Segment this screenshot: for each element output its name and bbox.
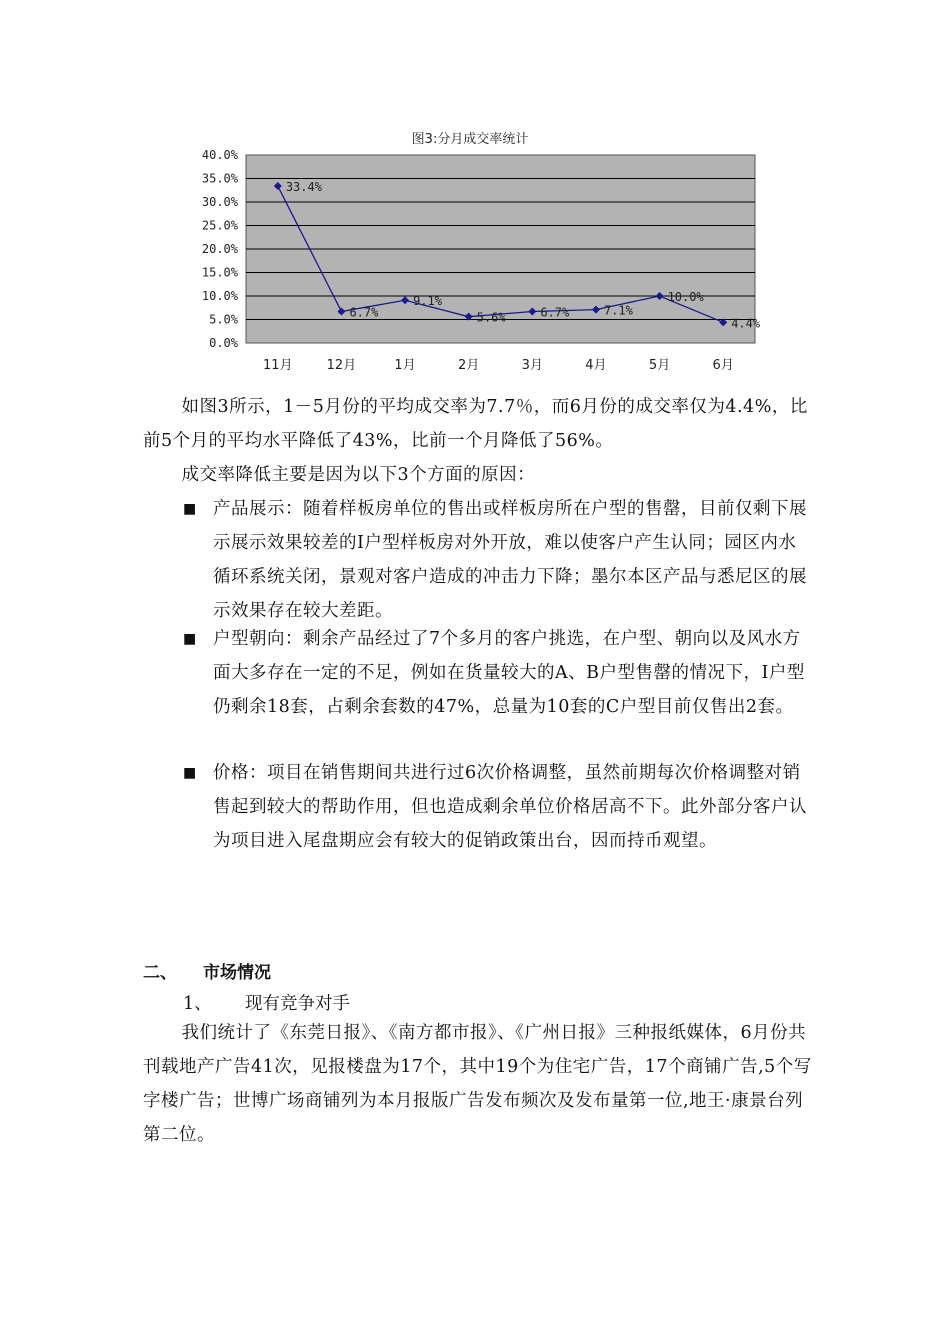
y-tick-label: 25.0% xyxy=(201,218,238,233)
paragraph-summary: 如图3所示，1－5月份的平均成交率为7.7％，而6月份的成交率仅为4.4%，比前5个月的平均水平降低了43%，比前一个月降低了56%。 xyxy=(143,397,808,451)
bullet-item-unit-orientation xyxy=(183,622,813,724)
data-label: 33.4% xyxy=(285,180,322,195)
bullet-item-product-display xyxy=(183,492,813,628)
y-tick-label: 40.0% xyxy=(201,148,238,162)
y-tick-label: 15.0% xyxy=(201,265,238,280)
data-label: 6.7% xyxy=(540,305,570,320)
y-axis-ticks xyxy=(202,148,239,350)
data-label: 7.1% xyxy=(603,303,633,318)
subsection-heading xyxy=(183,990,350,1015)
x-tick-label: 4月 xyxy=(585,358,607,373)
subsection-title: 现有竞争对手 xyxy=(245,994,350,1014)
x-tick-label: 12月 xyxy=(326,358,357,373)
bullet-text: 产品展示：随着样板房单位的售出或样板房所在户型的售罄，目前仅剩下展示展示效果较差的I户型样板房对外开放，难以使客户产生认同；园区内水循环系统关闭，景观对客户造成的冲击力下降；墨尔本区产品与悉尼区的展示效果存在较大差距。 xyxy=(213,499,807,621)
section-number: 二、 xyxy=(143,963,177,983)
bullet-text: 价格：项目在销售期间共进行过6次价格调整，虽然前期每次价格调整对销售起到较大的帮助作用，但也造成剩余单位价格居高不下。此外部分客户认为项目进入尾盘期应会有较大的促销政策出台，因而持币观望。 xyxy=(213,763,807,851)
x-tick-label: 6月 xyxy=(712,358,734,373)
y-tick-label: 30.0% xyxy=(201,195,238,209)
bullet-text: 户型朝向：剩余产品经过了7个多月的客户挑选，在户型、朝向以及风水方面大多存在一定的不足，例如在货量较大的A、B户型售罄的情况下，I户型仍剩余18套，占剩余套数的47%，总量为10套的C户型目前仅售出2套。 xyxy=(213,629,805,717)
x-tick-label: 5月 xyxy=(648,358,671,373)
monthly-close-rate-chart xyxy=(180,125,780,380)
data-label: 10.0% xyxy=(667,290,704,304)
data-label: 9.1% xyxy=(413,294,442,309)
bullet-square-icon: ■ xyxy=(183,765,197,781)
y-tick-label: 0.0% xyxy=(209,336,238,350)
bullet-square-icon: ■ xyxy=(183,501,197,517)
bullet-item-price xyxy=(183,756,813,858)
x-tick-label: 1月 xyxy=(394,358,416,373)
x-tick-label: 11月 xyxy=(263,358,293,373)
data-label: 4.4% xyxy=(731,316,761,331)
x-tick-label: 2月 xyxy=(458,358,480,373)
bullet-square-icon: ■ xyxy=(183,631,197,647)
section-title: 市场情况 xyxy=(203,963,271,983)
paragraph-reasons-intro: 成交率降低主要是因为以下3个方面的原因： xyxy=(181,465,536,485)
chart-title: 图3:分月成交率统计 xyxy=(411,132,529,147)
data-label: 6.7% xyxy=(349,305,379,320)
y-tick-label: 5.0% xyxy=(209,312,238,327)
x-axis-ticks xyxy=(263,358,734,373)
section-heading xyxy=(143,958,271,983)
paragraph-competitors: 我们统计了《东莞日报》、《南方都市报》、《广州日报》三种报纸媒体，6月份共刊载地产广告41次，见报楼盘为17个，其中19个为住宅广告，17个商铺广告,5个写字楼广告；世博广场商铺列为本月报版广告发布频次及发布量第一位,地王·康景台列第二位。 xyxy=(143,1023,812,1145)
x-tick-label: 3月 xyxy=(521,358,543,373)
y-tick-label: 35.0% xyxy=(201,171,238,186)
data-label: 5.6% xyxy=(476,310,506,325)
y-tick-label: 20.0% xyxy=(201,242,238,256)
subsection-number: 1、 xyxy=(183,994,212,1014)
y-tick-label: 10.0% xyxy=(201,289,238,303)
